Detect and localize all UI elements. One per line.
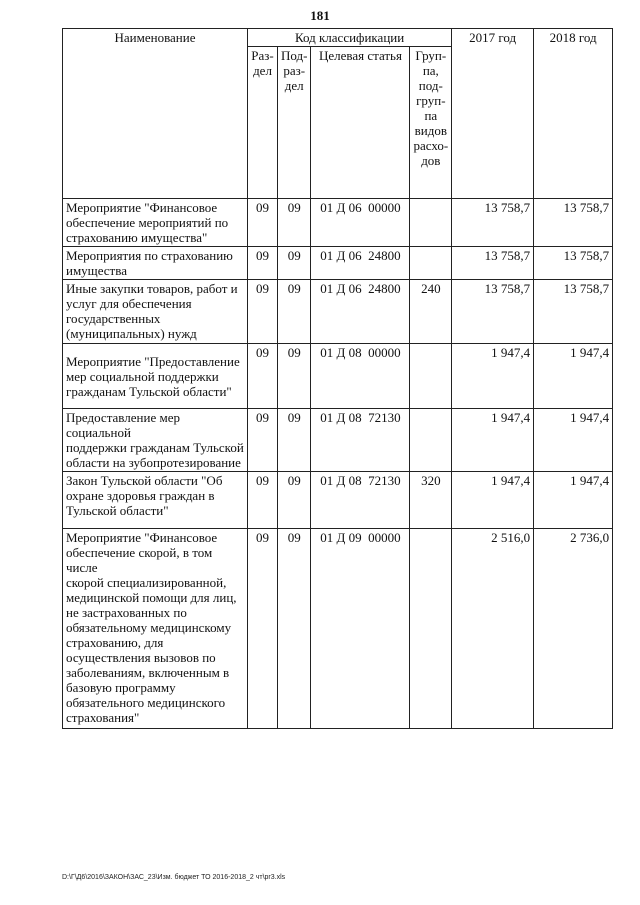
row-name-line: Закон Тульской области "Об <box>66 473 223 488</box>
footer-file-path: D:\Г\Д6\2016\ЗАКОН\ЗАС_23\Изм. бюджет ТО 2016-2018_2 чт\pr3.xls <box>62 874 286 881</box>
row-expense <box>410 529 452 729</box>
table-row <box>63 472 613 529</box>
row-target: 01 Д 09 00000 <box>311 529 410 729</box>
row-name-line: Мероприятия по страхованию <box>66 248 233 263</box>
table-row <box>63 199 613 247</box>
header-subsection-line: раз- <box>283 63 306 78</box>
row-expense: 320 <box>410 472 452 529</box>
row-section: 09 <box>248 472 278 529</box>
row-name-line: осуществления вызовов по <box>66 650 216 665</box>
row-name <box>63 472 248 529</box>
row-section: 09 <box>248 409 278 472</box>
row-name-line: услуг для обеспечения <box>66 296 192 311</box>
row-2018: 1 947,4 <box>534 472 613 529</box>
row-subsection: 09 <box>278 280 311 344</box>
row-name <box>63 199 248 247</box>
row-section: 09 <box>248 199 278 247</box>
row-expense <box>410 344 452 409</box>
row-expense <box>410 199 452 247</box>
row-name-line: медицинской помощи для лиц, <box>66 590 237 605</box>
row-2017: 13 758,7 <box>452 280 534 344</box>
header-expense-line: па <box>424 108 438 123</box>
row-name-line: страхованию имущества" <box>66 230 208 245</box>
row-name <box>63 247 248 280</box>
row-name-line: скорой специализированной, <box>66 575 227 590</box>
row-target: 01 Д 08 72130 <box>311 409 410 472</box>
row-target: 01 Д 06 24800 <box>311 247 410 280</box>
row-name-line: страхованию, для <box>66 635 164 650</box>
row-name-line: (муниципальных) нужд <box>66 326 197 341</box>
row-target: 01 Д 08 72130 <box>311 472 410 529</box>
row-name-line: Предоставление мер социальной <box>66 410 180 440</box>
row-2018: 1 947,4 <box>534 344 613 409</box>
row-name-line: заболеваниям, включенным в <box>66 665 230 680</box>
table-row <box>63 409 613 472</box>
row-section: 09 <box>248 344 278 409</box>
header-section-line: Раз- <box>251 48 274 63</box>
row-name-line: поддержки гражданам Тульской <box>66 440 244 455</box>
row-2017: 13 758,7 <box>452 199 534 247</box>
header-expense-line: па, <box>422 63 439 78</box>
row-subsection: 09 <box>278 199 311 247</box>
header-subsection-line: Под- <box>281 48 308 63</box>
row-name-line: мер социальной поддержки <box>66 368 219 384</box>
row-name-line: государственных <box>66 311 161 326</box>
row-section: 09 <box>248 280 278 344</box>
row-2017: 2 516,0 <box>452 529 534 729</box>
row-2018: 1 947,4 <box>534 409 613 472</box>
header-subsection-line: дел <box>284 78 304 93</box>
row-name-line: обеспечение скорой, в том числе <box>66 545 213 575</box>
row-name-line: Иные закупки товаров, работ и <box>66 281 238 296</box>
row-subsection: 09 <box>278 344 311 409</box>
page-number: 181 <box>310 8 330 23</box>
row-section: 09 <box>248 529 278 729</box>
header-section-line: дел <box>253 63 272 78</box>
row-name-line: обязательного медицинского <box>66 695 226 710</box>
row-name-line: Мероприятие "Финансовое <box>66 200 218 215</box>
row-2017: 1 947,4 <box>452 409 534 472</box>
row-name <box>63 409 248 472</box>
row-name-line: Мероприятие "Финансовое <box>66 530 218 545</box>
budget-table <box>62 28 613 729</box>
row-subsection: 09 <box>278 472 311 529</box>
row-2018: 13 758,7 <box>534 199 613 247</box>
row-2018: 13 758,7 <box>534 247 613 280</box>
row-2018: 13 758,7 <box>534 280 613 344</box>
row-name <box>63 529 248 729</box>
header-2018: 2018 год <box>534 29 613 199</box>
row-name-line: охране здоровья граждан в <box>66 488 215 503</box>
header-target: Целевая статья <box>311 47 410 199</box>
row-2017: 1 947,4 <box>452 472 534 529</box>
row-expense <box>410 409 452 472</box>
table-row <box>63 280 613 344</box>
header-expense-line: под- <box>418 78 443 93</box>
header-name: Наименование <box>63 29 248 199</box>
row-target: 01 Д 08 00000 <box>311 344 410 409</box>
table-row <box>63 529 613 729</box>
row-name-line: Тульской области" <box>66 503 169 518</box>
header-expense-line: видов <box>414 123 447 138</box>
row-expense <box>410 247 452 280</box>
header-expense-line: дов <box>421 153 441 168</box>
header-expense-type <box>410 47 452 199</box>
row-subsection: 09 <box>278 247 311 280</box>
row-target: 01 Д 06 00000 <box>311 199 410 247</box>
row-name-line: имущества <box>66 263 127 278</box>
row-name-line: не застрахованных по <box>66 605 187 620</box>
header-expense-line: груп- <box>416 93 446 108</box>
header-code-group: Код классификации <box>248 29 452 47</box>
row-name-line: обеспечение мероприятий по <box>66 215 229 230</box>
row-name-line: гражданам Тульской области" <box>66 383 232 399</box>
row-name-line: страхования" <box>66 710 140 725</box>
row-name-line: обязательному медицинскому <box>66 620 232 635</box>
row-subsection: 09 <box>278 529 311 729</box>
row-name-line: базовую программу <box>66 680 176 695</box>
row-name <box>63 280 248 344</box>
row-name <box>63 344 248 409</box>
row-subsection: 09 <box>278 409 311 472</box>
row-2017: 13 758,7 <box>452 247 534 280</box>
header-subsection <box>278 47 311 199</box>
header-2017: 2017 год <box>452 29 534 199</box>
header-expense-line: Груп- <box>415 48 447 63</box>
row-target: 01 Д 06 24800 <box>311 280 410 344</box>
table-row <box>63 344 613 409</box>
row-2018: 2 736,0 <box>534 529 613 729</box>
header-section <box>248 47 278 199</box>
table-row <box>63 247 613 280</box>
row-2017: 1 947,4 <box>452 344 534 409</box>
row-section: 09 <box>248 247 278 280</box>
header-expense-line: расхо- <box>413 138 449 153</box>
row-name-line: области на зубопротезирование <box>66 455 241 470</box>
row-expense: 240 <box>410 280 452 344</box>
row-name-line: Мероприятие "Предоставление <box>66 353 240 369</box>
